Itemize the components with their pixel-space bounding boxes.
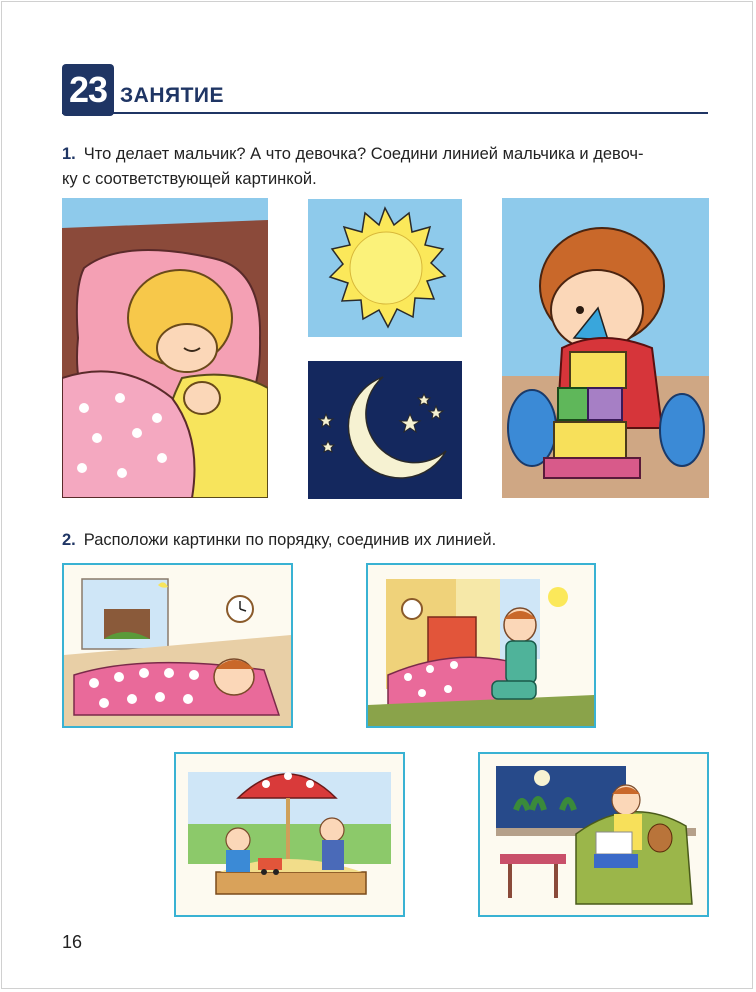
scene-boy-waking-card[interactable] [366,563,596,728]
page-number: 16 [62,932,83,952]
sleeping-girl-illustration[interactable] [62,198,268,498]
task-1-text-line1: Что делает мальчик? А что девочка? Соедини линией мальчика и девоч- [83,145,644,163]
task-1-text-line2: ку с соответствующей картинкой. [62,170,317,188]
task-2-number: 2. [62,531,76,549]
scene-boy-sleeping-card[interactable] [62,563,293,728]
header-divider [62,112,708,114]
lesson-title: ЗАНЯТИЕ [120,84,225,107]
scene-evening-reading-card[interactable] [478,752,709,917]
task-2-text: Расположи картинки по порядку, соединив их линией. [83,531,497,549]
moon-night-card[interactable] [308,361,462,499]
scene-sandbox-play-card[interactable] [174,752,405,917]
task-1 [62,142,712,192]
sun-day-card[interactable] [308,199,462,337]
lesson-number-badge: 23 [62,64,114,116]
task-1-number: 1. [62,145,76,163]
boy-playing-blocks-illustration[interactable] [502,198,709,498]
task-2 [62,528,712,553]
